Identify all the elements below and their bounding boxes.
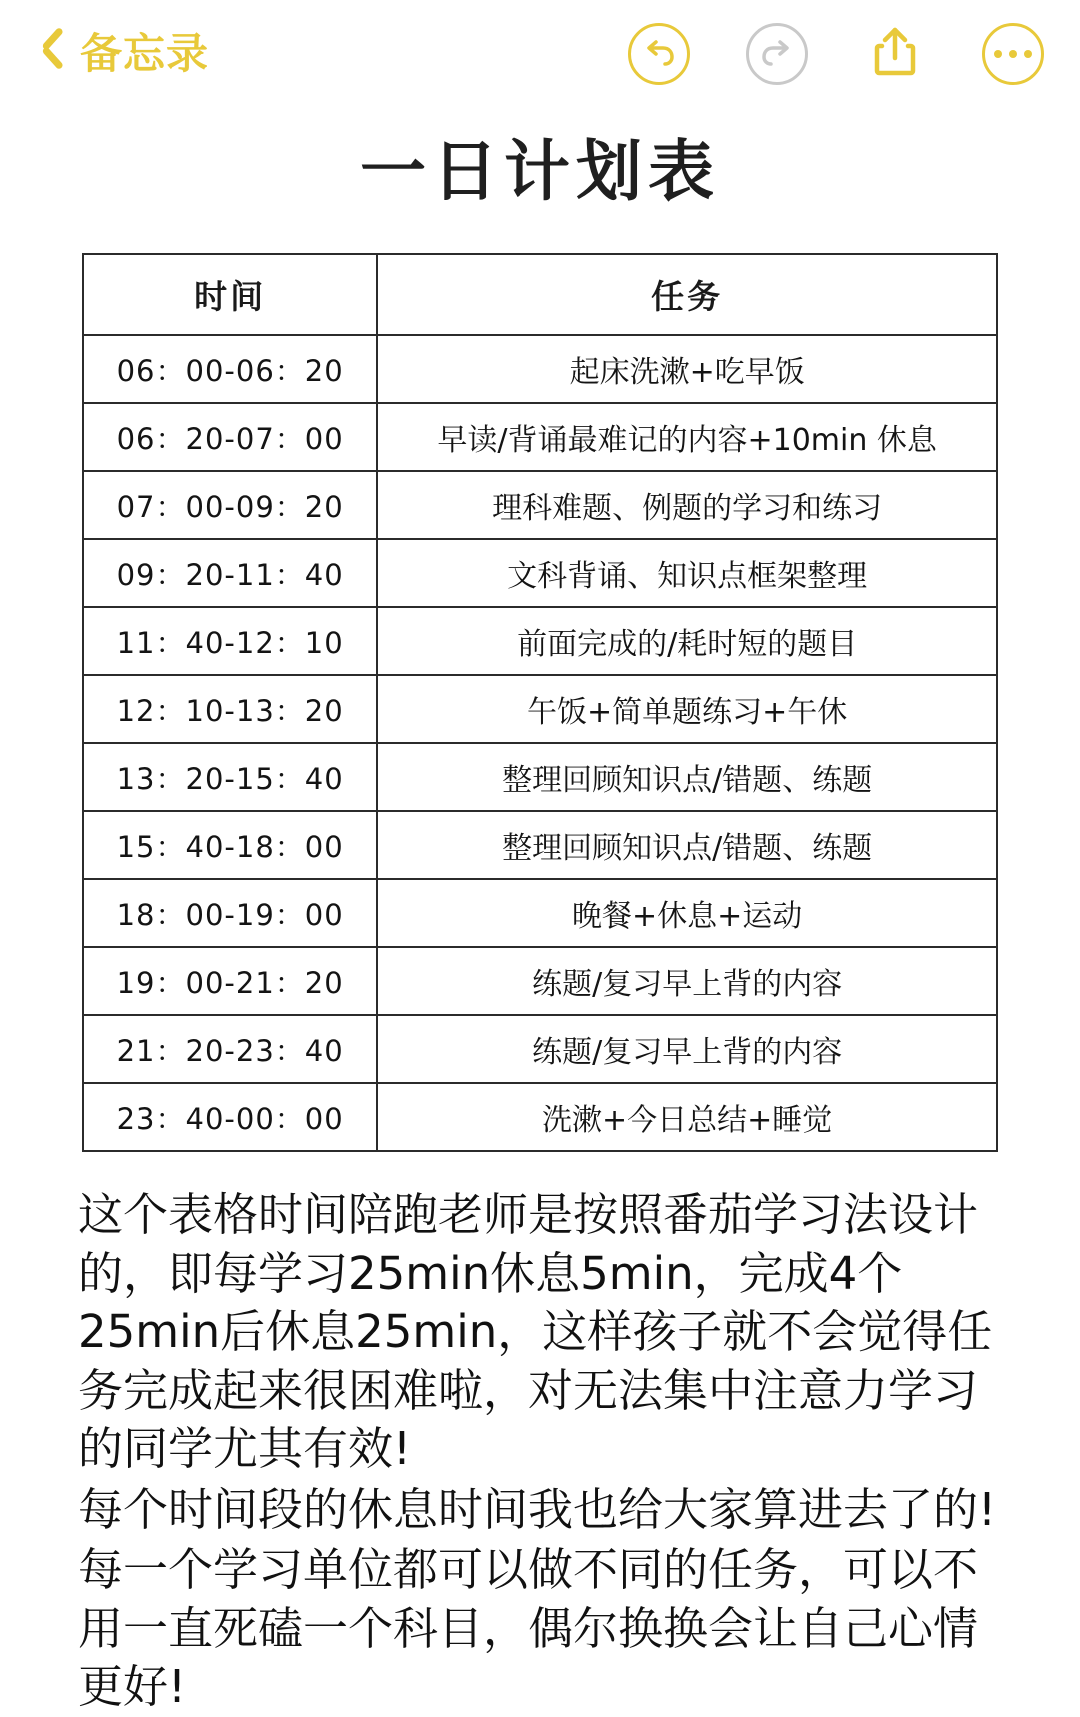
- undo-icon: [641, 39, 677, 69]
- table-row: [83, 403, 997, 471]
- cell-task: 午饭+简单题练习+午休: [377, 675, 997, 743]
- redo-icon: [759, 39, 795, 69]
- paragraph-1: 这个表格时间陪跑老师是按照番茄学习法设计的，即每学习25min休息5min，完成4个25min后休息25min，这样孩子就不会觉得任务完成起来很困难啦，对无法集中注意力学习的同学尤其有效!: [78, 1188, 993, 1475]
- toolbar-actions: [628, 0, 1044, 108]
- table-row: [83, 675, 997, 743]
- cell-time: 09：20-11：40: [83, 539, 377, 607]
- paragraph-3: 每一个学习单位都可以做不同的任务，可以不用一直死磕一个科目，偶尔换换会让自己心情更好!: [78, 1543, 979, 1713]
- schedule-table-body: [83, 335, 997, 1151]
- cell-time: 15：40-18：00: [83, 811, 377, 879]
- cell-time: 21：20-23：40: [83, 1015, 377, 1083]
- cell-task: 早读/背诵最难记的内容+10min 休息: [377, 403, 997, 471]
- cell-time: 23：40-00：00: [83, 1083, 377, 1151]
- table-row: [83, 879, 997, 947]
- back-button[interactable]: [40, 32, 209, 76]
- share-icon: [873, 25, 917, 84]
- cell-time: 06：20-07：00: [83, 403, 377, 471]
- cell-task: 整理回顾知识点/错题、练题: [377, 811, 997, 879]
- table-row: [83, 539, 997, 607]
- page-title: 一日计划表: [360, 133, 720, 210]
- table-row: [83, 607, 997, 675]
- cell-time: 19：00-21：20: [83, 947, 377, 1015]
- note-body-text: [0, 1152, 1080, 1717]
- note-content: [0, 118, 1080, 1717]
- cell-task: 理科难题、例题的学习和练习: [377, 471, 997, 539]
- table-row: [83, 335, 997, 403]
- undo-button[interactable]: [628, 23, 690, 85]
- table-row: [83, 1083, 997, 1151]
- column-header-task: 任务: [377, 254, 997, 335]
- cell-time: 11：40-12：10: [83, 607, 377, 675]
- table-row: [83, 743, 997, 811]
- cell-time: 12：10-13：20: [83, 675, 377, 743]
- cell-task: 文科背诵、知识点框架整理: [377, 539, 997, 607]
- back-button-label: 备忘录: [80, 30, 210, 77]
- cell-time: 13：20-15：40: [83, 743, 377, 811]
- table-row: [83, 1015, 997, 1083]
- cell-task: 洗漱+今日总结+睡觉: [377, 1083, 997, 1151]
- column-header-time: 时间: [83, 254, 377, 335]
- redo-button[interactable]: [746, 23, 808, 85]
- chevron-left-icon: [40, 32, 66, 76]
- more-button[interactable]: [982, 23, 1044, 85]
- paragraph-2: 每个时间段的休息时间我也给大家算进去了的!: [78, 1482, 997, 1536]
- cell-task: 晚餐+休息+运动: [377, 879, 997, 947]
- table-header-row: [83, 254, 997, 335]
- cell-task: 前面完成的/耗时短的题目: [377, 607, 997, 675]
- schedule-table: [82, 253, 998, 1152]
- table-row: [83, 947, 997, 1015]
- cell-task: 起床洗漱+吃早饭: [377, 335, 997, 403]
- cell-task: 整理回顾知识点/错题、练题: [377, 743, 997, 811]
- more-dots-icon: [994, 50, 1032, 58]
- top-toolbar: [0, 0, 1080, 108]
- cell-task: 练题/复习早上背的内容: [377, 1015, 997, 1083]
- table-row: [83, 471, 997, 539]
- schedule-table-container: [0, 253, 1080, 1152]
- cell-time: 07：00-09：20: [83, 471, 377, 539]
- share-button[interactable]: [864, 23, 926, 85]
- cell-time: 06：00-06：20: [83, 335, 377, 403]
- cell-time: 18：00-19：00: [83, 879, 377, 947]
- cell-task: 练题/复习早上背的内容: [377, 947, 997, 1015]
- table-row: [83, 811, 997, 879]
